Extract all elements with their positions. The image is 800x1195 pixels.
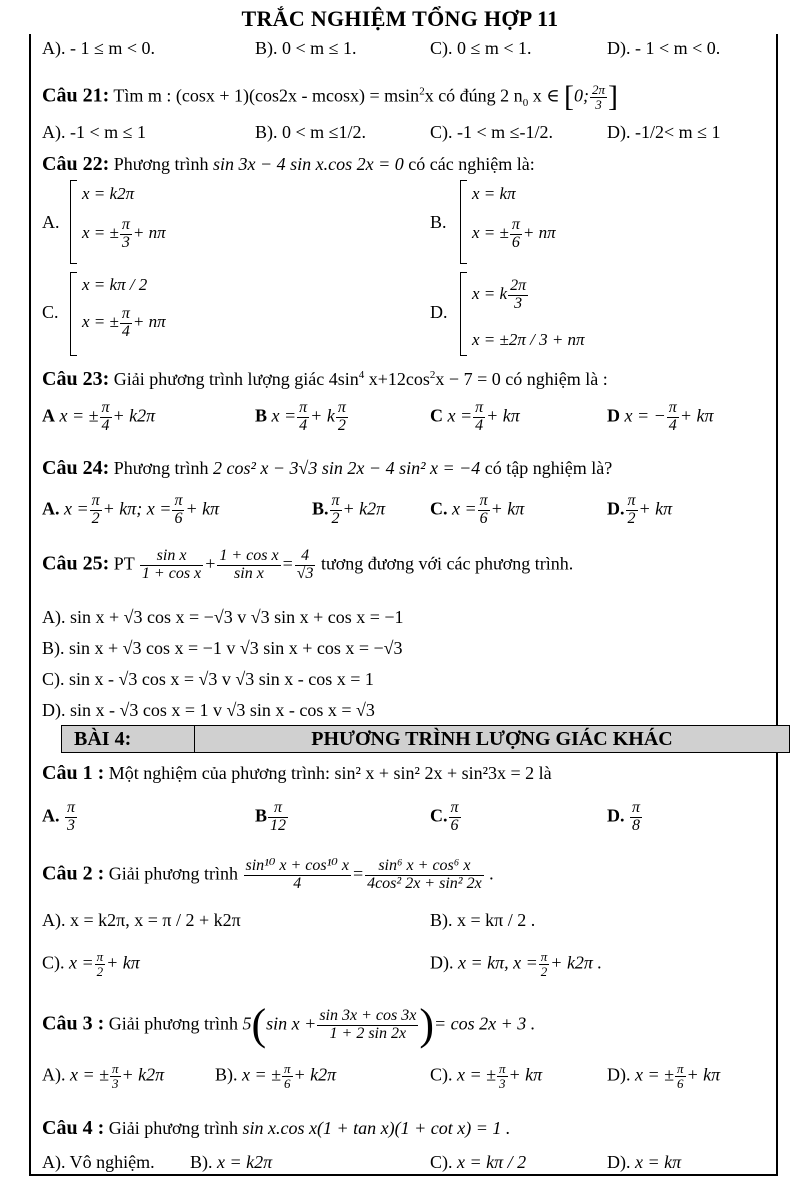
q25-option-c: C). sin x - √3 cos x = √3 v √3 sin x - cos x = 1	[42, 669, 374, 689]
q22-option-d-line2: x = ±2π / 3 + nπ	[472, 330, 585, 349]
q23-option-d: D x = − $\frac{\pi}{4}$ + kπ	[607, 399, 714, 434]
q24-question	[42, 457, 612, 480]
c1-question	[42, 762, 552, 785]
q25-text: PT	[113, 553, 135, 574]
q23-text2: x+12cos	[364, 369, 430, 389]
q22-option-a-line1: x = k2π	[82, 184, 135, 203]
q24-option-b: B. $\frac{\pi}{2}$ + k2π	[312, 492, 386, 527]
q23-text3: x − 7 = 0 có nghiệm là :	[435, 369, 608, 389]
c4-option-c: C). x = kπ / 2	[430, 1152, 527, 1172]
section-number: BÀI 4:	[62, 726, 195, 752]
q25-fraction-3: $\frac{4}{√3}$	[296, 547, 314, 582]
q22-option-c-bracket	[70, 272, 77, 356]
c4-question	[42, 1117, 510, 1140]
q20-option-b: B). 0 < m ≤ 1.	[255, 38, 357, 58]
c1-option-a: A. $\frac{\pi}{3}$	[42, 799, 76, 834]
q25-option-b: B). sin x + √3 cos x = −1 v √3 sin x + cos x = −√3	[42, 638, 403, 658]
c2-fraction-2: $\frac{\text{sin⁶ x + cos⁶ x}}{\text{4cos² 2x + sin² 2x}}$	[367, 857, 482, 892]
q24-equation: 2 cos² x − 3√3 sin 2x − 4 sin² x = −4	[213, 458, 481, 478]
c4-option-b: B). x = k2π	[190, 1152, 273, 1172]
q21-interval-frac: $\frac{2\pi}{3}$	[592, 82, 606, 112]
q21-text: Tìm m : (cosx + 1)(cos2x - mcosx) = msin	[113, 85, 420, 106]
c2-question: Câu 2 : Giải phương trình $\frac{\text{sin¹⁰ x + cos¹⁰ x}}{4}$ = $\frac{\text{sin⁶ x + cos⁶ x}}{\text{4cos² 2x + sin² 2x}}$ .	[42, 857, 494, 892]
c3-option-c: C). x = ± $\frac{\pi}{3}$ + kπ	[430, 1061, 543, 1091]
q22-equation: sin 3x − 4 sin x.cos 2x = 0	[213, 154, 404, 174]
q22-option-b-label: B.	[430, 212, 447, 232]
c3-rhs: = cos 2x + 3 .	[433, 1013, 536, 1034]
c1-text: Một nghiệm của phương trình: sin² x + sin² 2x + sin²3x = 2 là	[108, 763, 552, 783]
c1-option-c: C. $\frac{\pi}{6}$	[430, 799, 459, 834]
c2-option-d: D). x = kπ, x = $\frac{\pi}{2}$ + k2π .	[430, 949, 602, 979]
q22-text-after: có các nghiệm là:	[408, 154, 535, 174]
q21-text2: x có đúng 2 n	[424, 85, 523, 106]
c1-option-b: B $\frac{\pi}{12}$	[255, 799, 287, 834]
c3-text: Giải phương trình	[108, 1013, 238, 1034]
page-title: TRẮC NGHIỆM TỔNG HỢP 11	[241, 6, 559, 31]
q21-option-a: A). -1 < m ≤ 1	[42, 122, 147, 142]
q23-question: Câu 23: Giải phương trình lượng giác $4\sin^4$ $x+12\cos^2x - 7 = 0$ có nghiệm là :	[42, 368, 608, 390]
q25-label: Câu 25:	[42, 552, 110, 575]
q23-option-c: C x = $\frac{\pi}{4}$ + kπ	[430, 399, 520, 434]
q24-option-c: C. x = $\frac{\pi}{6}$ + kπ	[430, 492, 525, 527]
c4-option-d: D). x = kπ	[607, 1152, 682, 1172]
q22-option-b-line2: x = ± $\frac{\pi}{6}$ + nπ	[472, 216, 556, 251]
q22-label: Câu 22:	[42, 153, 110, 175]
c3-coefficient: 5	[242, 1013, 252, 1034]
c2-fraction-1: $\frac{\text{sin¹⁰ x + cos¹⁰ x}}{4}$	[245, 857, 349, 892]
c3-option-d: D). x = ± $\frac{\pi}{6}$ + kπ	[607, 1061, 721, 1091]
q25-text-after: tương đương với các phương trình.	[320, 553, 574, 574]
q22-option-c-line1: x = kπ / 2	[82, 275, 148, 294]
q25-option-d: D). sin x - √3 cos x = 1 v √3 sin x - cos x = √3	[42, 700, 375, 720]
c4-equation: sin x.cos x(1 + tan x)(1 + cot x) = 1 .	[242, 1118, 511, 1138]
c2-option-a: A). x = k2π, x = π / 2 + k2π	[42, 910, 241, 930]
q21-option-c: C). -1 < m ≤-1/2.	[430, 122, 554, 142]
c3-label: Câu 3 :	[42, 1012, 105, 1035]
q22-option-a-line2: x = ± $\frac{\pi}{3}$ + nπ	[82, 216, 166, 251]
q23-label: Câu 23:	[42, 368, 110, 390]
q22-option-b-bracket	[460, 180, 467, 264]
c2-label: Câu 2 :	[42, 862, 105, 885]
c3-inner: sin x +	[266, 1013, 317, 1034]
q24-option-d: D. $\frac{\pi}{2}$ + kπ	[607, 492, 673, 527]
c3-fraction: $\frac{\sin 3x + \cos 3x}{1 + 2 \sin 2x}$	[319, 1007, 417, 1042]
section-header	[61, 725, 790, 753]
q23-option-a: A x = ± $\frac{\pi}{4}$ + k2π	[42, 399, 156, 434]
q22-option-d-label: D.	[430, 302, 448, 322]
q25-option-a: A). sin x + √3 cos x = −√3 v √3 sin x + cos x = −1	[42, 607, 404, 627]
c2-option-b: B). x = kπ / 2 .	[430, 910, 536, 930]
q22-option-c-line2: x = ± $\frac{\pi}{4}$ + nπ	[82, 305, 166, 340]
c4-option-a: A). Vô nghiệm.	[42, 1152, 155, 1172]
c4-text: Giải phương trình	[108, 1118, 238, 1138]
q22-option-a-bracket	[70, 180, 77, 264]
q21-label: Câu 21:	[42, 84, 110, 107]
q20-option-c: C). 0 ≤ m < 1.	[430, 38, 532, 58]
c1-option-d: D. $\frac{\pi}{8}$	[607, 799, 641, 834]
q22-option-a-label: A.	[42, 212, 60, 232]
q25-fraction-1: $\frac{\text{sin x}}{\text{1 + cos x}}$	[141, 547, 202, 582]
c2-option-c: C). x = $\frac{\pi}{2}$ + kπ	[42, 949, 140, 979]
q21-question: Câu 21: Tìm m : (cosx + 1)(cos2x - mcosx) = msin$^2$x có đúng 2 $n_0$ x ∈ [0; $\frac{2\pi}{3}$ ]	[42, 80, 619, 113]
q24-text-after: có tập nghiệm là?	[484, 458, 613, 478]
q23-text: Giải phương trình lượng giác 4sin	[113, 369, 359, 389]
q20-option-d: D). - 1 < m < 0.	[607, 38, 721, 58]
c3-question: Câu 3 : Giải phương trình 5(sin x + $\frac{\sin 3x + \cos 3x}{1 + 2 \sin 2x}$ )= cos 2x + 3 .	[42, 1000, 536, 1049]
q25-fraction-2: $\frac{\text{1 + cos x}}{\text{sin x}}$	[219, 547, 279, 582]
q22-option-c-label: C.	[42, 302, 59, 322]
q21-option-b: B). 0 < m ≤1/2.	[255, 122, 367, 142]
c3-option-a: A). x = ± $\frac{\pi}{3}$ + k2π	[42, 1061, 165, 1091]
q22-text: Phương trình	[113, 154, 209, 174]
q20-option-a: A). - 1 ≤ m < 0.	[42, 38, 156, 58]
c2-text: Giải phương trình	[108, 863, 238, 884]
q22-option-d-line1: x = k $\frac{2\pi}{3}$	[472, 277, 527, 312]
c1-label: Câu 1 :	[42, 762, 105, 784]
q23-option-b: B x = $\frac{\pi}{4}$ + k $\frac{\pi}{2}$	[255, 399, 346, 434]
q24-option-a: A. x = $\frac{\pi}{2}$ + kπ; x = $\frac{\pi}{6}$ + kπ	[42, 492, 220, 527]
c4-label: Câu 4 :	[42, 1117, 105, 1139]
q24-text: Phương trình	[113, 458, 209, 478]
q21-option-d: D). -1/2< m ≤ 1	[607, 122, 721, 142]
q25-question: Câu 25: PT $\frac{\text{sin x}}{\text{1 + cos x}}$ + $\frac{\text{1 + cos x}}{\text{sin x}}$ = $\frac{4}{√3}$ tương đương với các phương trình.	[42, 547, 574, 582]
q24-label: Câu 24:	[42, 457, 110, 479]
q21-text3: x ∈	[528, 85, 565, 106]
section-title: PHƯƠNG TRÌNH LƯỢNG GIÁC KHÁC	[311, 728, 673, 750]
c3-option-b: B). x = ± $\frac{\pi}{6}$ + k2π	[215, 1061, 337, 1091]
q22-question	[42, 153, 535, 176]
q22-option-d-bracket	[460, 272, 467, 356]
q22-option-b-line1: x = kπ	[472, 184, 516, 203]
q21-interval: 0;	[574, 85, 590, 106]
